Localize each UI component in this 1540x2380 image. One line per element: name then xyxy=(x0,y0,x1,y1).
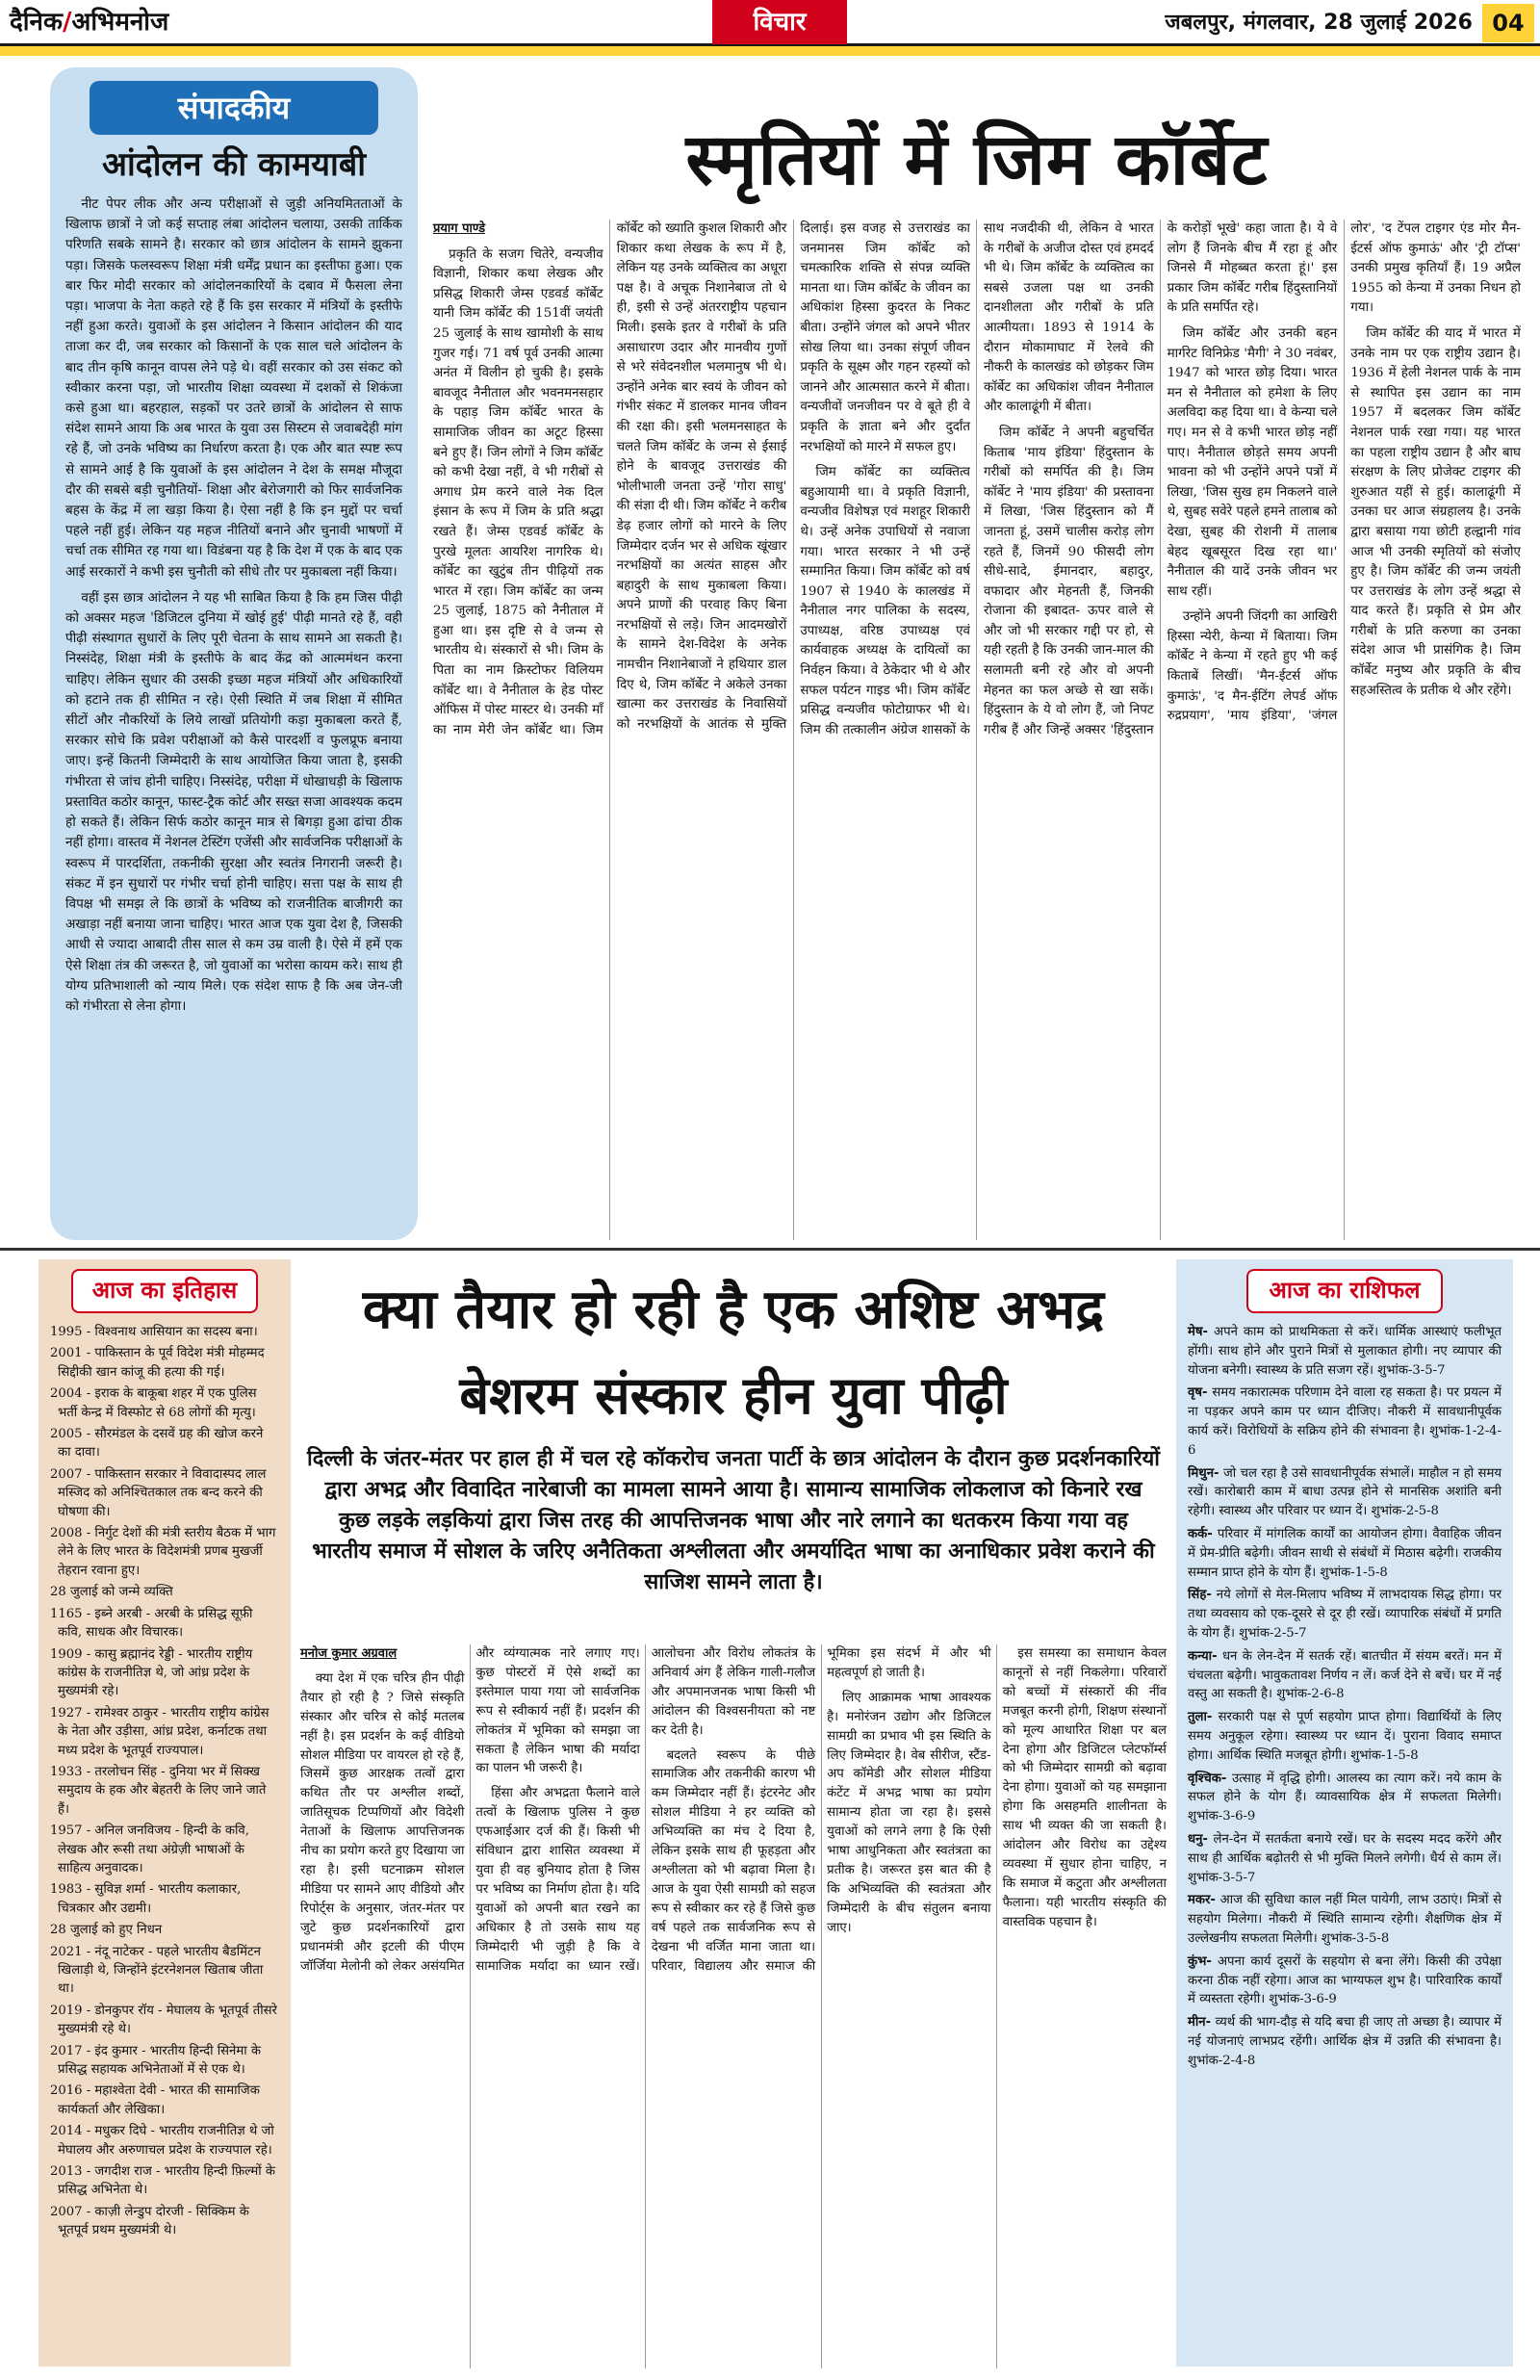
horoscope-sign: कन्या- xyxy=(1188,1648,1218,1664)
horoscope-text: धन के लेन-देन में सतर्क रहें। बातचीत में संयम बरतें। मन में चंचलता बढ़ेगी। भावुकतावश निर्णय न लें। कर्ज देने से बचें। घर में नई वस्तु आ सकती है। शुभांक-2-6-8 xyxy=(1188,1648,1502,1702)
section-tab[interactable]: विचार xyxy=(712,0,847,44)
editorial-body xyxy=(65,194,402,1017)
horoscope-text: लेन-देन में सतर्कता बनाये रखें। घर के सदस्य मदद करेंगे और साथ ही आर्थिक बढ़ोतरी से भी मुक्ति मिलने लगेगी। धैर्य से काम लें। शुभांक-3-5-7 xyxy=(1188,1831,1502,1885)
history-list xyxy=(50,1323,279,2240)
main-article-paragraph: क्या देश में एक चरित्र हीन पीढ़ी तैयार हो रही है ? जिसे संस्कृति संस्कार और चरित्र से कोई मतलब नहीं है। इस प्रदर्शन के कई वीडियो सोशल मीडिया पर वायरल हो रहे हैं, जिसमें कुछ आरक्षक तत्वों द्वारा कथित तौर पर अश्लील शब्दों, जातिसूचक टिप्पणियों और विदेशी नेताओं के खिलाफ आपत्तिजनक नीच का प्रयोग करते हुए दिखाया जा रहा है। इसी घटनाक्रम सोशल मीडिया पर सामने आए वीडियो और रिपोर्ट्स के अनुसार, जंतर-मंतर पर जुटे कुछ प्रदर्शनकारियों द्वारा प्रधानमंत्री और इटली की पीएम जॉर्जिया मेलोनी को लेकर असंयमित और व्यंग्यात्मक नारे लगाए गए। कुछ पोस्टरों में ऐसे शब्दों का इस्तेमाल पाया गया जो सार्वजनिक रूप से स्वीकार्य नहीं हैं। प्रदर्शन की लोकतंत्र में भूमिका को समझा जा सकता है लेकिन भाषा की मर्यादा का पालन भी जरूरी है। xyxy=(300,1646,640,1974)
history-item: 1933 - तरलोचन सिंह - दुनिया भर में सिक्ख समुदाय के हक और बेहतरी के लिए जाने जाते हैं। xyxy=(50,1764,267,1817)
history-item: 28 जुलाई को जन्मे व्यक्ति xyxy=(50,1585,173,1600)
history-item: 2013 - जगदीश राज - भारतीय हिन्दी फ़िल्मों के प्रसिद्ध अभिनेता थे। xyxy=(50,2164,275,2198)
horoscope-text: उत्साह में वृद्धि होगी। आलस्य का त्याग करें। नये काम के सफल होने के योग हैं। व्यावसायिक क्षेत्र में सफलता मिलेगी। शुभांक-3-6-9 xyxy=(1188,1771,1502,1824)
history-item: 1983 - सुविज्ञ शर्मा - भारतीय कलाकार, चित्रकार और उद्यमी। xyxy=(50,1882,242,1916)
main-article-headline-line2[interactable]: बेशरम संस्कार हीन युवा पीढ़ी xyxy=(459,1365,1008,1426)
page-number: 04 xyxy=(1482,4,1534,42)
history-item: 1995 - विश्वनाथ आसियान का सदस्य बना। xyxy=(50,1325,258,1339)
horoscope-text: अपने काम को प्राथमिकता से करें। धार्मिक आस्थाएं फलीभूत होंगी। साथ होने और पुराने मित्रों से मुलाकात होगी। नए व्यापार की योजना बनेगी। स्वास्थ्य के प्रति सजग रहें। शुभांक-3-5-7 xyxy=(1188,1325,1502,1378)
horoscope-sign: वृश्चिक- xyxy=(1188,1771,1227,1786)
editorial-box xyxy=(50,67,418,1240)
top-article-paragraph: जिम कॉर्बेट और उनकी बहन मार्गरेट विनिफ्रेड 'मैगी' ने 30 नवंबर, 1947 को भारत छोड़ दिया। भारत मन से नैनीताल को हमेशा के लिए अलविदा कह दिया था। वे केन्या चले गए। मन से वे कभी भारत छोड़ नहीं पाए। नैनीताल छोड़ते समय अपनी भावना को भी उन्होंने अपने पत्रों में लिखा, 'जिस सुख हम निकलने वाले थे, सुबह सवेरे पहले हमने तालाब को देखा, सुबह की रोशनी में तालाब बेहद खूबसूरत दिख रहा था।' नैनीताल की यादें उनके जीवन भर साथ रहीं। xyxy=(1167,325,1338,599)
history-item: 1909 - कासु ब्रह्मानंद रेड्डी - भारतीय राष्ट्रीय कांग्रेस के राजनीतिज्ञ थे, जो आंध्र प्रदेश के मुख्यमंत्री रहे। xyxy=(50,1646,253,1699)
history-item: 28 जुलाई को हुए निधन xyxy=(50,1923,163,1938)
horoscope-sign: वृष- xyxy=(1188,1385,1208,1401)
logo-accent: अभिमनोज xyxy=(71,8,169,37)
history-item: 2017 - इंद कुमार - भारतीय हिन्दी सिनेमा के प्रसिद्ध सहायक अभिनेताओं में से एक थे। xyxy=(50,2043,261,2078)
horoscope-text: अपना कार्य दूसरों के सहयोग से बना लेंगे। किसी की उपेक्षा करना ठीक नहीं रहेगा। आज का भाग्यफल शुभ है। पारिवारिक कार्यों में व्यस्तता रहेगी। शुभांक-3-6-9 xyxy=(1188,1953,1502,2007)
horoscope-item xyxy=(1188,1647,1502,1704)
top-article-paragraph: जिम कॉर्बेट ने अपनी बहुचर्चित किताब 'माय इंडिया' हिंदुस्तान के गरीबों को समर्पित की है। जिम कॉर्बेट ने 'माय इंडिया' की प्रस्तावना में लिखा, 'जिस हिंदुस्तान को मैं जानता हूं, उसमें चालीस करोड़ लोग रहते हैं, जिनमें 90 फीसदी लोग सीधे-सादे, ईमानदार, बहादुर, वफादार और मेहनती हैं, जिनकी रोजाना की इबादत- ऊपर वाले से और जो भी सरकार गद्दी पर हो, से यही रहती है कि उनकी जान-माल की सलामती बनी रहे और वो अपनी मेहनत का फल अच्छे से खा सकें। हिंदुस्तान के ये वो लोग हैं, जो निपट गरीब हैं और जिन्हें अक्सर 'हिंदुस्तान के करोड़ों भूखे' कहा जाता है। ये वे लोग हैं जिनके बीच मैं रहा हूं और जिनसे मैं मोहब्बत करता हूं।' इस प्रकार जिम कॉर्बेट गरीब हिंदुस्तानियों के प्रति समर्पित रहे। xyxy=(983,221,1338,737)
horoscope-text: समय नकारात्मक परिणाम देने वाला रह सकता है। पर प्रयत्न में ना पड़कर अपने काम पर ध्यान दीजिए। नौकरी में सावधानीपूर्वक कार्य करें। विरोधियों के सक्रिय होने की संभावना है। शुभांक-1-2-4-6 xyxy=(1188,1385,1502,1458)
main-article-body xyxy=(300,1644,1167,2368)
newspaper-logo[interactable] xyxy=(10,4,241,40)
horoscope-sign: धनु- xyxy=(1188,1831,1208,1847)
history-item: 2019 - डोनकुपर रॉय - मेघालय के भूतपूर्व तीसरे मुख्यमंत्री रहे थे। xyxy=(50,2003,277,2037)
header-band xyxy=(0,46,1540,56)
history-item: 2008 - निर्गुट देशों की मंत्री स्तरीय बैठक में भाग लेने के लिए भारत के विदेशमंत्री प्रणब मुखर्जी तेहरान रवाना हुए। xyxy=(50,1526,276,1578)
horoscope-sign: सिंह- xyxy=(1188,1588,1212,1603)
history-item: 2005 - सौरमंडल के दसवें ग्रह की खोज करने का दावा। xyxy=(50,1427,264,1461)
dateline: जबलपुर, मंगलवार, 28 जुलाई 2026 xyxy=(1165,11,1473,35)
horoscope-item xyxy=(1188,1770,1502,1826)
top-article-byline: प्रयाग पाण्डे xyxy=(433,221,486,236)
horoscope-list xyxy=(1188,1323,1502,2070)
horoscope-sign: मीन- xyxy=(1188,2015,1212,2031)
main-article-paragraph: इस समस्या का समाधान केवल कानूनों से नहीं निकलेगा। परिवारों को बच्चों में संस्कारों की नींव मजबूत करनी होगी, शिक्षण संस्थानों को मूल्य आधारित शिक्षा पर बल देना होगा और डिजिटल प्लेटफॉर्म्स को भी जिम्मेदार सामग्री को बढ़ावा देना होगा। युवाओं को यह समझाना होगा कि असहमति शालीनता के साथ भी व्यक्त की जा सकती है। आंदोलन और विरोध का उद्देश्य व्यवस्था में सुधार होना चाहिए, न कि समाज में कटुता और अश्लीलता फैलाना। यही भारतीय संस्कृति की वास्तविक पहचान है। xyxy=(1002,1646,1167,1929)
horoscope-sign: मेष- xyxy=(1188,1325,1208,1339)
history-item: 1957 - अनिल जनविजय - हिन्दी के कवि, लेखक और रूसी तथा अंग्रेज़ी भाषाओं के साहित्य अनुवादक। xyxy=(50,1824,249,1876)
editorial-title[interactable]: आंदोलन की कामयाबी xyxy=(101,145,367,184)
history-item: 2021 - नंदू नाटेकर - पहले भारतीय बैडमिंटन खिलाड़ी थे, जिन्होंने इंटरनेशनल खिताब जीता था। xyxy=(50,1944,264,1997)
history-item: 2016 - महाश्वेता देवी - भारत की सामाजिक कार्यकर्ता और लेखिका। xyxy=(50,2083,260,2117)
horoscope-item xyxy=(1188,1891,1502,1948)
history-item: 2004 - इराक के बाकूबा शहर में एक पुलिस भर्ती केन्द्र में विस्फोट से 68 लोगों की मृत्यु। xyxy=(50,1386,257,1420)
main-article-paragraph: हिंसा और अभद्रता फैलाने वाले तत्वों के खिलाफ पुलिस ने कुछ एफआईआर दर्ज की हैं। किसी भी संविधान द्वारा शासित व्यवस्था में युवा ही वह बुनियाद होता है जिस पर भविष्य का निर्माण होता है। यदि युवाओं को अपनी बात रखने का अधिकार है तो उसके साथ यह जिम्मेदारी भी जुड़ी है कि वे सामाजिक मर्यादा का ध्यान रखें। आलोचना और विरोध लोकतंत्र के अनिवार्य अंग हैं लेकिन गाली-गलौज और अपमानजनक भाषा किसी भी आंदोलन की विश्वसनीयता को नष्ट कर देती है। xyxy=(475,1646,816,1974)
horoscope-item xyxy=(1188,1464,1502,1521)
horoscope-sign: मिथुन- xyxy=(1188,1465,1219,1481)
editorial-paragraph: वहीं इस छात्र आंदोलन ने यह भी साबित किया है कि हम जिस पीढ़ी को अक्सर महज 'डिजिटल दुनिया में खोई हुई' पीढ़ी मानते रहे हैं, वही पीढ़ी संस्थागत सुधारों के लिए पूरी चेतना के साथ सामने आ सकती है। निस्संदेह, शिक्षा मंत्री के इस्तीफे के बाद केंद्र को आत्ममंथन करना चाहिए। लेकिन सुधार की उसकी इच्छा महज मंत्रियों और अधिकारियों को हटाने तक ही सीमित न रहे। ऐसी स्थिति में जब शिक्षा में सीमित सीटों और नौकरियों के लिये लाखों प्रतियोगी कड़ा मुकाबला करते हैं, सरकार सोचे कि प्रवेश परीक्षाओं को कैसे पारदर्शी व फुलप्रूफ बनाया जाए। इन्हें कितनी जिम्मेदारी के साथ आयोजित किया जाता है, इसकी गंभीरता से जांच होनी चाहिए। निस्संदेह, परीक्षा में धोखाधड़ी के खिलाफ प्रस्तावित कठोर कानून, फास्ट-ट्रैक कोर्ट और सख्त सजा आवश्यक कदम हो सकते हैं। लेकिन सिर्फ कठोर कानून मात्र से बिगड़ा हुआ ढांचा ठीक नहीं होगा। वास्तव में नेशनल टेस्टिंग एजेंसी और सार्वजनिक परीक्षाओं के स्वरूप में पारदर्शिता, तकनीकी सुरक्षा और स्वतंत्र निगरानी जरूरी है। संकट में इन सुधारों पर गंभीर चर्चा होनी चाहिए। सत्ता पक्ष के साथ ही विपक्ष भी समझ ले कि छात्रों के भविष्य को राजनीतिक बाजीगरी का अखाड़ा नहीं बनाया जाना चाहिए। भारत आज एक युवा देश है, जिसकी आधी से ज्यादा आबादी तीस साल से कम उम्र वाली है। ऐसे में हमें एक ऐसे शिक्षा तंत्र की जरूरत है, जो युवाओं का भरोसा कायम करे। साथ ही योग्य प्रतिभाशाली को न्याय मिले। एक संदेश साफ है कि अब जेन-जी को गंभीरता से लेना होगा। xyxy=(65,589,402,1014)
history-item: 2007 - पाकिस्तान सरकार ने विवादास्पद लाल मस्जिद को अनिश्चितकाल तक बन्द करने की घोषणा की। xyxy=(50,1466,267,1519)
horoscope-text: परिवार में मांगलिक कार्यों का आयोजन होगा। वैवाहिक जीवन में प्रेम-प्रीति बढ़ेगी। जीवन साथी से संबंधों में मिठास बढ़ेगी। राजकीय सम्मान प्राप्त होने के योग हैं। शुभांक-1-5-8 xyxy=(1188,1526,1502,1580)
horoscope-text: जो चल रहा है उसे सावधानीपूर्वक संभालें। माहौल न हो समय रखें। कारोबारी काम में बाधा उत्पन्न होने से मानसिक अशांति बनी रहेगी। स्वास्थ्य और परिवार पर ध्यान दें। शुभांक-2-5-8 xyxy=(1188,1465,1502,1519)
editorial-paragraph: नीट पेपर लीक और अन्य परीक्षाओं से जुड़ी अनियमितताओं के खिलाफ छात्रों ने जो कई सप्ताह लंबा आंदोलन चलाया, उसकी तार्किक परिणति सबके सामने है। सरकार को छात्र आंदोलन के सामने झुकना पड़ा। जिसके फलस्वरूप शिक्षा मंत्री धर्मेंद्र प्रधान का इस्तीफा हुआ। एक बार फिर मोदी सरकार को आंदोलनकारियों के दबाव में फैसला लेना पड़ा। भाजपा के नेता कहते रहे हैं कि इस सरकार में मंत्रियों के इस्तीफे नहीं हुआ करते। युवाओं के इस आंदोलन ने किसान आंदोलन की याद ताजा कर दी, जब सरकार को किसानों के एक साल चले आंदोलन के बाद तीन कृषि कानून वापस लेने पड़े थे। वहीं सरकार को उस संकट को स्वीकार करना पड़ा, जो भारतीय शिक्षा व्यवस्था में दशकों से शिकंजा कसे हुआ था। बहरहाल, सड़कों पर उतरे छात्रों के आंदोलन से साफ संदेश सामने आया कि अब भारत के युवा उस सिस्टम से जवाबदेही मांग रहे हैं, जो उनके भविष्य का निर्धारण करता है। एक और बात स्पष्ट रूप से सामने आई है कि युवाओं के इस आंदोलन ने देश के समक्ष मौजूदा दौर की सबसे बड़ी चुनौतियों- शिक्षा और बेरोजगारी को फिर सार्वजनिक बहस के केंद्र में ला खड़ा किया है। ऐसा नहीं है कि इन मुद्दों पर चर्चा पहले नहीं हुई। लेकिन यह महज नीतियों बनाने और चुनावी भाषणों में चर्चा तक सीमित रह गया था। विडंबना यह है कि देश में एक के बाद एक आई सरकारों ने कभी इस चुनौती को सीधे तौर पर मुकाबला नहीं किया। xyxy=(65,196,402,580)
main-article-paragraph: बदलते स्वरूप के पीछे सामाजिक और तकनीकी कारण भी कम जिम्मेदार नहीं हैं। इंटरनेट और सोशल मीडिया ने हर व्यक्ति को अभिव्यक्ति का मंच दे दिया है, लेकिन इसके साथ ही फूहड़ता और अश्लीलता को भी बढ़ावा मिला है। आज के युवा ऐसी सामग्री को सहज रूप से स्वीकार कर रहे हैं जिसे कुछ वर्ष पहले तक सार्वजनिक रूप से देखना भी वर्जित माना जाता था। परिवार, विद्यालय और समाज की भूमिका इस संदर्भ में और भी महत्वपूर्ण हो जाती है। xyxy=(651,1646,991,1974)
history-item: 1165 - इब्ने अरबी - अरबी के प्रसिद्ध सूफ़ी कवि, साधक और विचारक। xyxy=(50,1606,253,1641)
horoscope-text: व्यर्थ की भाग-दौड़ से यदि बचा ही जाए तो अच्छा है। व्यापार में नई योजनाएं लाभप्रद रहेंगी। आर्थिक क्षेत्र में उन्नति की संभावना है। शुभांक-2-4-8 xyxy=(1188,2015,1502,2068)
horoscope-item xyxy=(1188,1323,1502,1380)
top-article-paragraph: प्रकृति के सजग चितेरे, वन्यजीव विज्ञानी, शिकार कथा लेखक और प्रसिद्ध शिकारी जेम्स एडवर्ड कॉर्बेट यानी जिम कॉर्बेट की 151वीं जयंती 25 जुलाई के साथ खामोशी के साथ गुजर गई। 71 वर्ष पूर्व उनकी आत्मा अनंत में विलीन हो चुकी है। इसके बावजूद नैनीताल और भवनमनसहार के पहाड़ जिम कॉर्बेट भारत के सामाजिक जीवन का अटूट हिस्सा बने हुए हैं। जिन लोगों ने जिम कॉर्बेट को कभी देखा नहीं, वे भी गरीबों से अगाध प्रेम करने वाले नेक दिल इंसान के रूप में जिम के प्रति श्रद्धा रखते हैं। जेम्स एडवर्ड कॉर्बेट के पुरखे मूलतः आयरिश नागरिक थे। कॉर्बेट का खुटुंब तीन पीढ़ियों तक भारत में रहा। जिम कॉर्बेट का जन्म 25 जुलाई, 1875 को नैनीताल में हुआ था। इस दृष्टि से वे जन्म से भारतीय थे। संस्कारों से भी। जिम के पिता का नाम क्रिस्टोफर विलियम कॉर्बेट था। वे नैनीताल के हेड पोस्ट ऑफिस में पोस्ट मास्टर थे। उनकी माँ का नाम मेरी जेन कॉर्बेट था। जिम कॉर्बेट को ख्याति कुशल शिकारी और शिकार कथा लेखक के रूप में है, लेकिन यह उनके व्यक्तित्व का अधूरा पक्ष है। वे अचूक निशानेबाज तो थे ही, इसी से उन्हें अंतरराष्ट्रीय पहचान मिली। इसके इतर वे गरीबों के प्रति असाधारण उदार और मानवीय गुणों से भरे संवेदनशील भलमानुष भी थे। उन्होंने अनेक बार स्वयं के जीवन को गंभीर संकट में डालकर मानव जीवन की रक्षा की। इसी भलमनसाहत के चलते जिम कॉर्बेट के जन्म से ईसाई होने के बावजूद उत्तराखंड की भोलीभाली जनता उन्हें 'गोरा साधु' की संज्ञा दी थी। जिम कॉर्बेट ने करीब डेढ़ हजार लोगों को मारने के लिए जिम्मेदार दर्जन भर से अधिक खूंखार नरभक्षियों का अत्यंत साहस और बहादुरी के साथ मुकाबला किया। अपने प्राणों की परवाह किए बिना नरभक्षियों से लड़े। जिन आदमखोरों के सामने देश-विदेश के अनेक नामचीन निशानेबाजों ने हथियार डाल दिए थे, जिम कॉर्बेट ने अकेले उनका खात्मा कर उत्तराखंड के निवासियों को नरभक्षियों के आतंक से मुक्ति दिलाई। इस वजह से उत्तराखंड का जनमानस जिम कॉर्बेट को चमत्कारिक शक्ति से संपन्न व्यक्ति मानता था। जिम कॉर्बेट के जीवन का अधिकांश हिस्सा कुदरत के निकट बीता। उन्होंने जंगल को अपने भीतर सोख लिया था। उनका संपूर्ण जीवन प्रकृति के सूक्ष्म और गहन रहस्यों को जानने और आत्मसात करने में बीता। वन्यजीवों जनजीवन पर वे बूते ही वे प्रकृति के ज्ञाता बने और दुर्दांत नरभक्षियों को मारने में सफल हुए। xyxy=(433,221,970,737)
horoscope-item xyxy=(1188,1525,1502,1582)
horoscope-text: नये लोगों से मेल-मिलाप भविष्य में लाभदायक सिद्ध होगा। पर तथा व्यवसाय को एक-दूसरे से दूर ही रखें। व्यापारिक संबंधों में प्रगति के योग हैं। शुभांक-2-5-7 xyxy=(1188,1588,1502,1641)
history-item: 2001 - पाकिस्तान के पूर्व विदेश मंत्री मोहम्मद सिद्दीकी खान कांजू की हत्या की गई। xyxy=(50,1346,265,1380)
horoscope-sign: कर्क- xyxy=(1188,1526,1213,1541)
main-article-byline: मनोज कुमार अग्रवाल xyxy=(300,1646,398,1661)
section-divider xyxy=(0,1248,1540,1251)
top-article-body xyxy=(433,220,1521,1240)
horoscope-text: आज की सुविधा काल नहीं मिल पायेगी, लाभ उठाएं। मित्रों से सहयोग मिलेगा। नौकरी में स्थिति सामान्य रहेगी। शैक्षणिक क्षेत्र में उल्लेखनीय सफलता मिलेगी। शुभांक-3-5-8 xyxy=(1188,1893,1502,1946)
main-article-deck: दिल्ली के जंतर-मंतर पर हाल ही में चल रहे कॉकरोच जनता पार्टी के छात्र आंदोलन के दौरान कुछ प्रदर्शनकारियों द्वारा अभद्र और विवादित नारेबाजी का मामला सामने आया है। सामान्य सामाजिक लोकलाज को किनारे रख कुछ लड़के लड़कियां द्वारा जिस तरह की आपत्तिजनक भाषा और नारे लगाने का धतकरम किया गया वह भारतीय समाज में सोशल के जरिए अनैतिकता अश्लीलता और अमर्यादित भाषा का अनाधिकार प्रवेश कराने की साजिश सामने लाता है। xyxy=(307,1447,1160,1594)
logo-main: दैनिक xyxy=(10,8,63,37)
history-box xyxy=(38,1259,291,2367)
horoscope-sign: मकर- xyxy=(1188,1893,1216,1908)
history-item: 2007 - काज़ी लेन्डुप दोरजी - सिक्किम के भूतपूर्व प्रथम मुख्यमंत्री थे। xyxy=(50,2204,249,2238)
main-article-headline-line1[interactable]: क्या तैयार हो रही है एक अशिष्ट अभद्र xyxy=(362,1279,1105,1341)
editorial-tag: संपादकीय xyxy=(90,81,378,135)
top-article-paragraph: जिम कॉर्बेट का व्यक्तित्व बहुआयामी था। वे प्रकृति विज्ञानी, वन्यजीव विशेषज्ञ एवं मशहूर शिकारी थे। उन्हें अनेक उपाधियों से नवाजा गया। भारत सरकार ने भी उन्हें सम्मानित किया। जिम कॉर्बेट को वर्ष 1907 से 1940 के कालखंड में नैनीताल नगर पालिका के सदस्य, उपाध्यक्ष, वरिष्ठ उपाध्यक्ष एवं कार्यवाहक अध्यक्ष के दायित्वों का निर्वहन किया। वे ठेकेदार भी थे और सफल पर्यटन गाइड भी। जिम कॉर्बेट प्रसिद्ध वन्यजीव फोटोग्राफर भी थे। जिम की तत्कालीन अंग्रेज शासकों के साथ नजदीकी थी, लेकिन वे भारत के गरीबों के अजीज दोस्त एवं हमदर्द भी थे। जिम कॉर्बेट के व्यक्तित्व का सबसे उजला पक्ष था उनकी दानशीलता और गरीबों के प्रति आत्मीयता। 1893 से 1914 के दौरान मोकामाघाट में रेलवे की नौकरी के कालखंड को छोड़कर जिम कॉर्बेट का अधिकांश जीवन नैनीताल और कालाढूंगी में बीता। xyxy=(800,221,1154,737)
horoscope-box xyxy=(1176,1259,1513,2367)
horoscope-item xyxy=(1188,1708,1502,1765)
history-tag: आज का इतिहास xyxy=(71,1269,258,1313)
horoscope-item xyxy=(1188,1830,1502,1887)
horoscope-item xyxy=(1188,1384,1502,1460)
top-article-paragraph: जिम कॉर्बेट की याद में भारत में उनके नाम पर एक राष्ट्रीय उद्यान है। 1936 में हेली नेशनल पार्क के नाम से स्थापित इस उद्यान का नाम 1957 में बदलकर जिम कॉर्बेट नेशनल पार्क रखा गया। यह भारत का पहला राष्ट्रीय उद्यान है और बाघ संरक्षण के लिए प्रोजेक्ट टाइगर की शुरुआत यहीं से हुई। कालाढूंगी में उनका घर आज संग्रहालय है। उनके द्वारा बसाया गया छोटी हल्द्वानी गांव आज भी उनकी स्मृतियों को संजोए हुए है। जिम कॉर्बेट की जन्म जयंती पर उत्तराखंड के लोग उन्हें श्रद्धा से याद करते हैं। प्रकृति से प्रेम और गरीबों के प्रति करुणा का उनका संदेश आज भी प्रासंगिक है। जिम कॉर्बेट मनुष्य और प्रकृति के बीच सहअस्तित्व के प्रतीक थे और रहेंगे। xyxy=(1350,325,1521,698)
logo-slash-icon: / xyxy=(62,8,72,37)
top-article-headline[interactable]: स्मृतियों में जिम कॉर्बेट xyxy=(685,118,1269,201)
top-article-paragraph: उन्होंने अपनी जिंदगी का आखिरी हिस्सा न्येरी, केन्या में बिताया। जिम कॉर्बेट ने केन्या में रहते हुए भी कई किताबें लिखीं। 'मैन-ईटर्स ऑफ कुमाऊं', 'द मैन-ईटिंग लेपर्ड ऑफ रुद्रप्रयाग', 'माय इंडिया', 'जंगल लोर', 'द टेंपल टाइगर एंड मोर मैन-ईटर्स ऑफ कुमाऊं' और 'ट्री टॉप्स' उनकी प्रमुख कृतियाँ हैं। 19 अप्रैल 1955 को केन्या में उनका निधन हो गया। xyxy=(1167,221,1521,724)
horoscope-item xyxy=(1188,1953,1502,2009)
horoscope-item xyxy=(1188,2013,1502,2070)
history-item: 2014 - मधुकर दिघे - भारतीय राजनीतिज्ञ थे जो मेघालय और अरुणाचल प्रदेश के राज्यपाल रहे। xyxy=(50,2124,274,2158)
horoscope-item xyxy=(1188,1586,1502,1643)
horoscope-sign: तुला- xyxy=(1188,1710,1213,1725)
main-article-paragraph: लिए आक्रामक भाषा आवश्यक है। मनोरंजन उद्योग और डिजिटल सामग्री का प्रभाव भी इस स्थिति के लिए जिम्मेदार है। वेब सीरीज, स्टैंड-अप कॉमेडी और सोशल मीडिया कंटेंट में अभद्र भाषा का प्रयोग सामान्य होता जा रहा है। इससे युवाओं को लगने लगा है कि ऐसी भाषा आधुनिकता और स्वतंत्रता का प्रतीक है। जरूरत इस बात की है कि अभिव्यक्ति की स्वतंत्रता और जिम्मेदारी के बीच संतुलन बनाया जाए। xyxy=(827,1690,991,1935)
history-item: 1927 - रामेश्वर ठाकुर - भारतीय राष्ट्रीय कांग्रेस के नेता और उड़ीसा, आंध्र प्रदेश, कर्नाटक तथा मध्य प्रदेश के भूतपूर्व राज्यपाल। xyxy=(50,1705,270,1758)
horoscope-text: सरकारी पक्ष से पूर्ण सहयोग प्राप्त होगा। विद्यार्थियों के लिए समय अनुकूल रहेगा। स्वास्थ्य पर ध्यान दें। पुराना विवाद समाप्त होगा। आर्थिक स्थिति मजबूत होगी। शुभांक-1-5-8 xyxy=(1188,1710,1502,1763)
horoscope-sign: कुंभ- xyxy=(1188,1953,1212,1969)
horoscope-tag: आज का राशिफल xyxy=(1246,1269,1443,1313)
